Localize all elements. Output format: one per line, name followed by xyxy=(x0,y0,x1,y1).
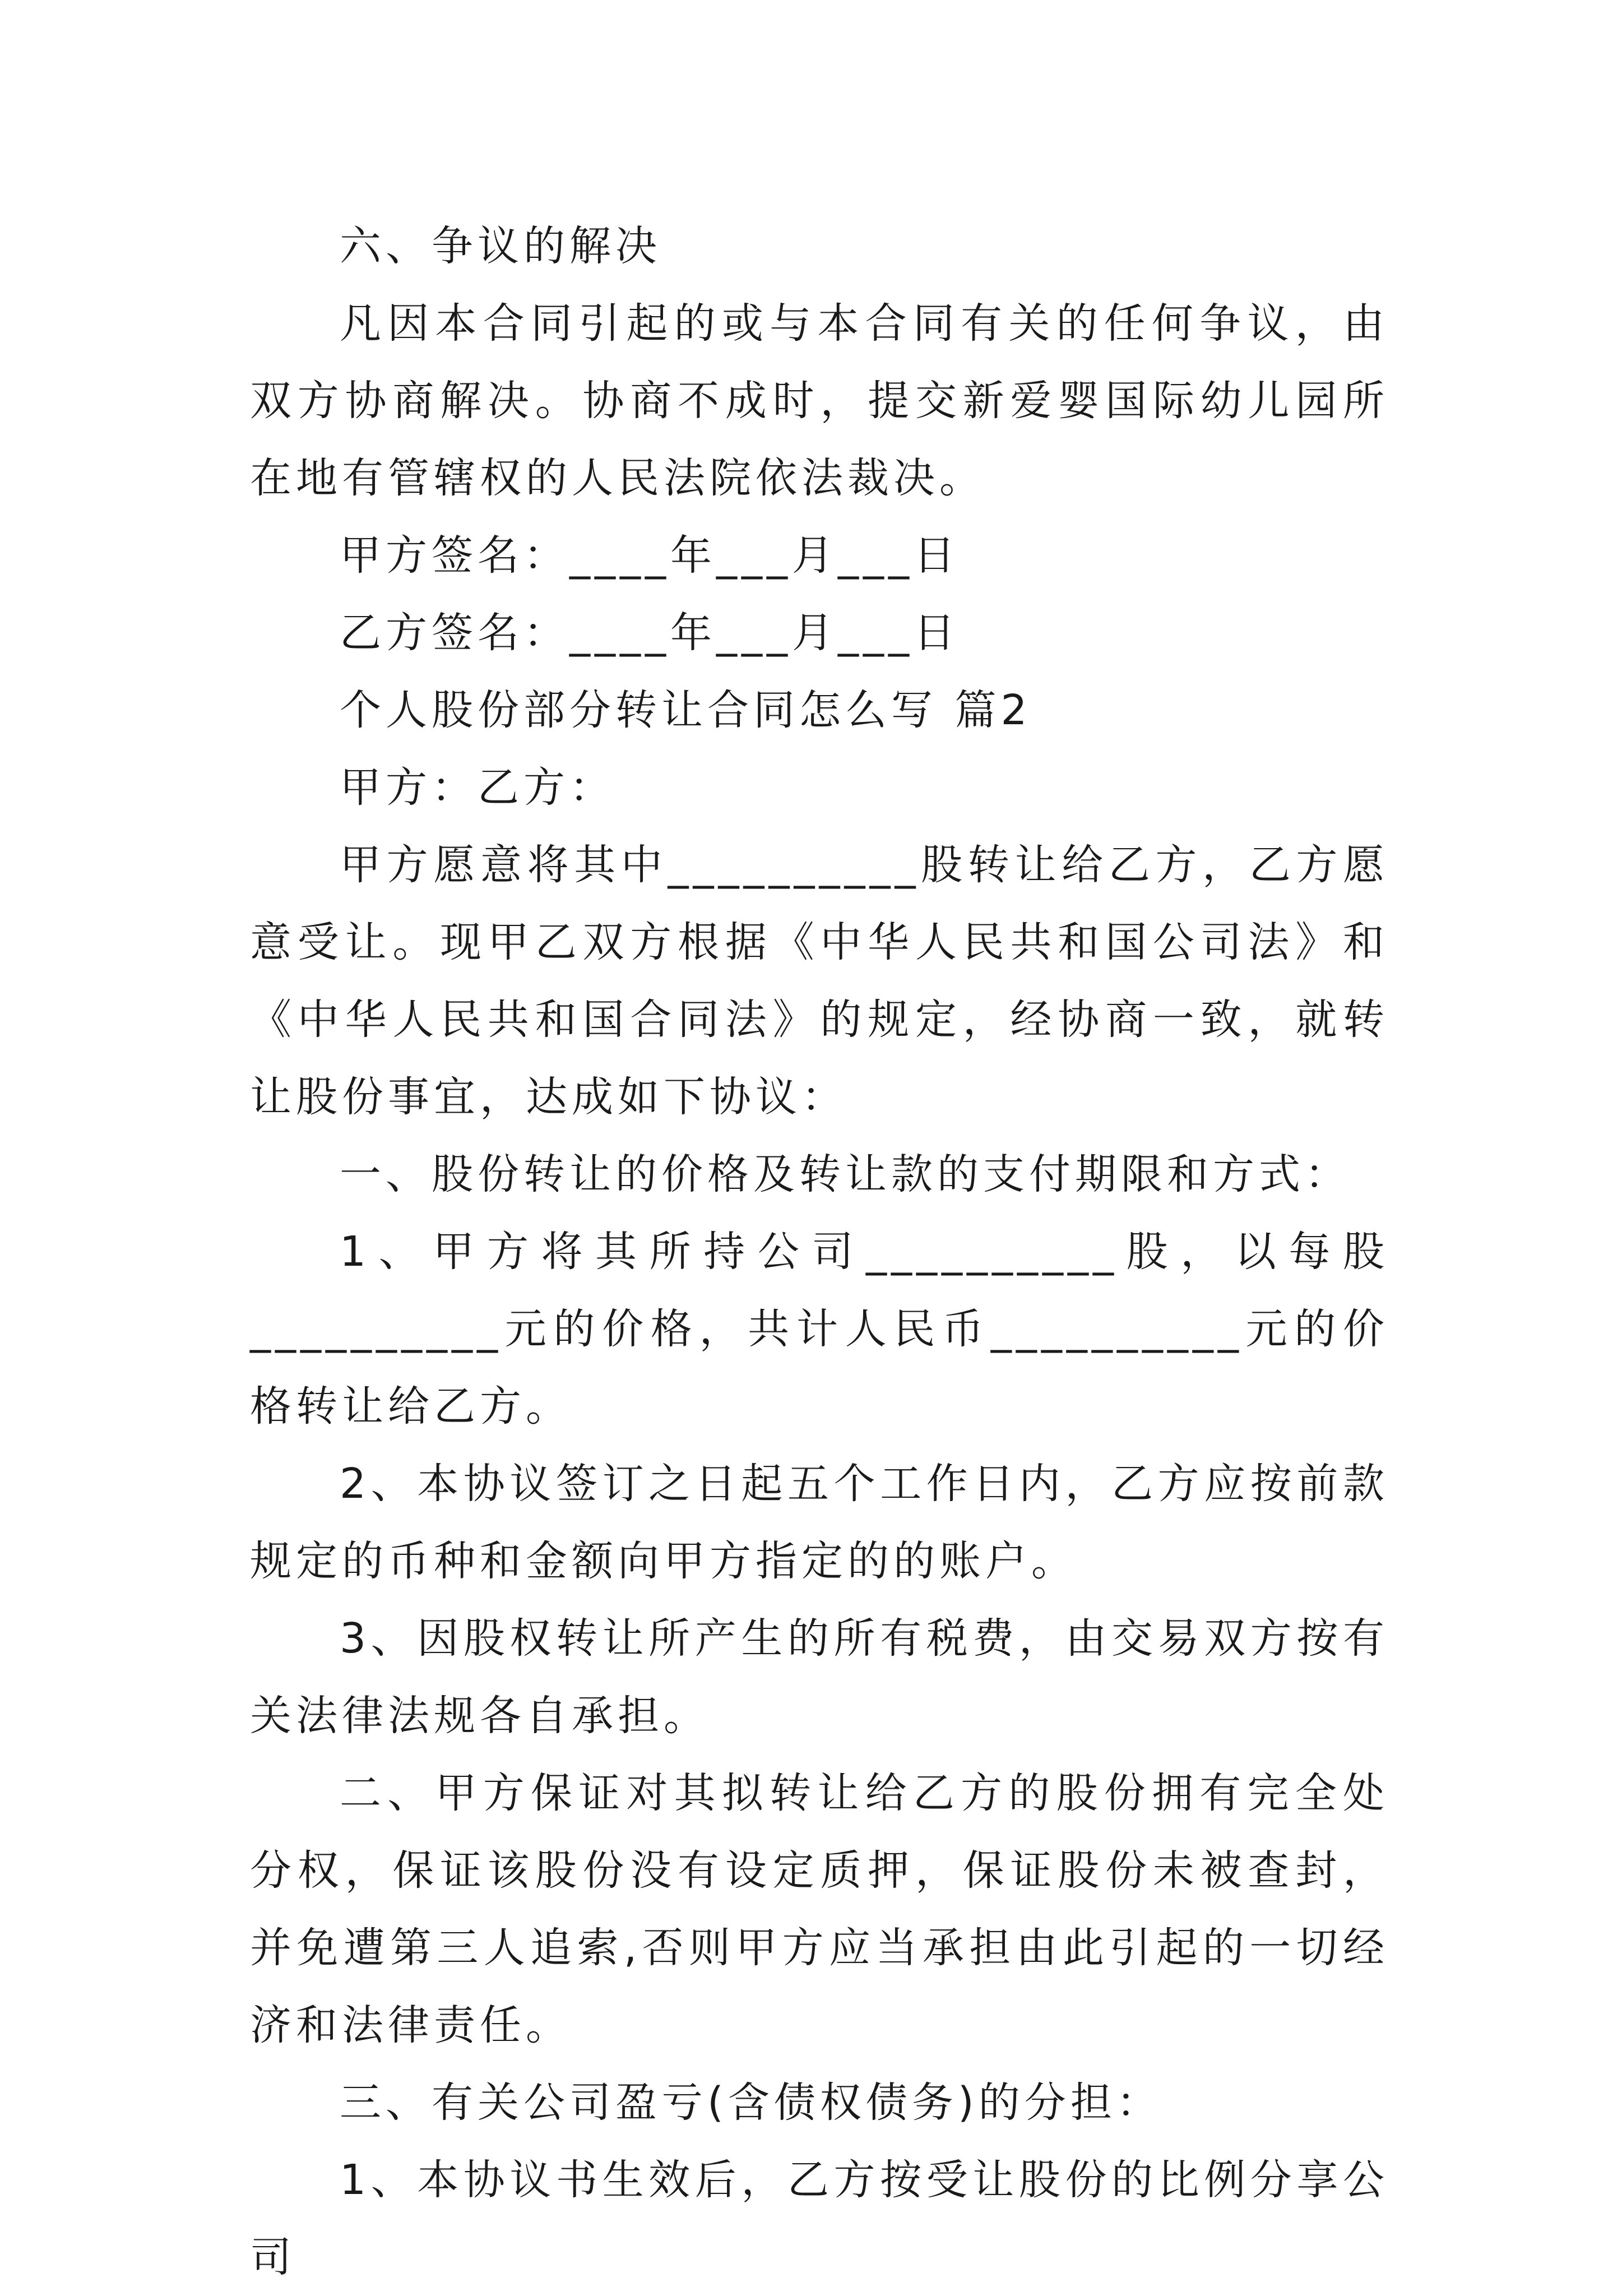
paragraph-dispute-resolution: 凡因本合同引起的或与本合同有关的任何争议，由双方协商解决。协商不成时，提交新爱婴国际幼儿园所在地有管辖权的人民法院依法裁决。 xyxy=(250,299,1389,502)
section-guarantee: 二、甲方保证对其拟转让给乙方的股份拥有完全处分权，保证该股份没有设定质押，保证股份未被查封，并免遭第三人追索,否则甲方应当承担由此引起的一切经济和法律责任。 xyxy=(250,1769,1389,2049)
section-heading-price-payment: 一、股份转让的价格及转让款的支付期限和方式： xyxy=(340,1150,1351,1198)
section-heading-profit-loss: 三、有关公司盈亏(含债权债务)的分担： xyxy=(340,2079,1162,2127)
signature-line-party-a: 甲方签名：____年___月___日 xyxy=(340,531,960,580)
contract-title-part-2: 个人股份部分转让合同怎么写 篇2 xyxy=(340,686,1032,734)
clause-1-price: 1、甲方将其所持公司__________股，以每股__________元的价格，共计人民币__________元的价格转让给乙方。 xyxy=(250,1228,1389,1431)
section-heading-dispute: 六、争议的解决 xyxy=(340,222,661,270)
paragraph-transfer-intent: 甲方愿意将其中__________股转让给乙方，乙方愿意受让。现甲乙双方根据《中华人民共和国公司法》和《中华人民共和国合同法》的规定，经协商一致，就转让股份事宜，达成如下协议： xyxy=(250,841,1389,1121)
clause-2-payment: 2、本协议签订之日起五个工作日内，乙方应按前款规定的币种和金额向甲方指定的的账户。 xyxy=(250,1460,1389,1585)
document-body xyxy=(250,207,1389,2296)
clause-3-taxes: 3、因股权转让所产生的所有税费，由交易双方按有关法律法规各自承担。 xyxy=(250,1614,1389,1740)
signature-line-party-b: 乙方签名：____年___月___日 xyxy=(340,609,960,657)
parties-line: 甲方：乙方： xyxy=(340,763,615,812)
clause-1-profit-share: 1、本协议书生效后，乙方按受让股份的比例分享公司 xyxy=(250,2156,1389,2281)
